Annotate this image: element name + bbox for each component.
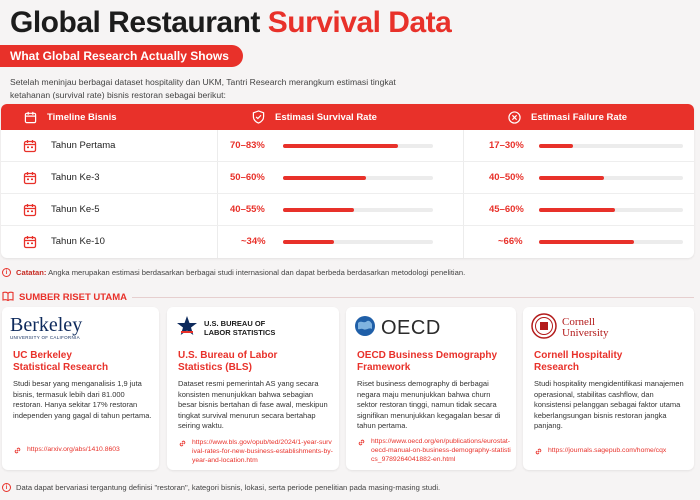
footer-note (2, 483, 440, 492)
card-title-line: OECD Business Demography (357, 350, 498, 361)
failure-bar (539, 144, 683, 148)
note-text: Angka merupakan estimasi berdasarkan berbagai studi internasional dan dapat berbeda berdasarkan metodologi penelitian. (48, 268, 466, 277)
survival-table (1, 104, 694, 258)
link-text[interactable]: https://www.bls.gov/opub/ted/2024/1-year-survival-rates-for-new-business-establishments-by-year-and-location.htm (192, 439, 333, 464)
logo-text: U.S. BUREAU OF (204, 319, 266, 328)
survival-value: 50–60% (230, 172, 265, 183)
link-text[interactable]: https://www.oecd.org/en/publications/eurostat-oecd-manual-on-business-demography-statistics_9789264041882-en.html (371, 438, 511, 463)
col-failure (507, 104, 627, 130)
table-row (1, 162, 694, 194)
globe-icon (354, 315, 376, 342)
divider (132, 297, 694, 298)
col-survival-label: Estimasi Survival Rate (275, 111, 377, 123)
title-part-2: Survival Data (267, 6, 452, 39)
card-description: Studi hospitality mengidentifikasi manajemen operasional, stabilitas cashflow, dan konsistensi pelanggan sebagai faktor utama keberlangsungan bisnis restoran jangka panjang. (534, 379, 684, 430)
survival-value: ~34% (241, 236, 266, 247)
failure-bar-fill (539, 240, 634, 244)
failure-value: 40–50% (489, 172, 524, 183)
failure-value: 17–30% (489, 140, 524, 151)
failure-value: 45–60% (489, 204, 524, 215)
logo-subtext: UNIVERSITY OF CALIFORNIA (10, 335, 80, 340)
book-icon (2, 291, 14, 304)
failure-bar-fill (539, 144, 573, 148)
calendar-icon (23, 110, 37, 124)
card-title-line: UC Berkeley (13, 350, 72, 361)
link-icon (178, 439, 187, 465)
info-icon: i (2, 268, 11, 277)
table-header (1, 104, 694, 130)
logo-wordmark (204, 319, 275, 337)
row-label: Tahun Ke-10 (51, 236, 105, 247)
card-title (178, 350, 277, 374)
row-label: Tahun Ke-5 (51, 204, 100, 215)
card-title-line: Statistical Research (13, 362, 109, 373)
failure-bar (539, 176, 683, 180)
source-card-bls (167, 307, 339, 470)
card-title-line: Statistics (BLS) (178, 362, 252, 373)
col-failure-label: Estimasi Failure Rate (531, 111, 628, 123)
star-icon (175, 314, 199, 343)
failure-bar-fill (539, 208, 615, 212)
info-icon: i (2, 483, 11, 492)
card-description: Studi besar yang menganalisis 1,9 juta bisnis, termasuk lebih dari 81.000 restoran. Hanya sekitar 17% restoran independen yang gagal di tahun pertama. (13, 379, 152, 420)
note (2, 268, 465, 277)
table-body (1, 130, 694, 258)
card-title (534, 350, 622, 374)
card-title-line: Research (534, 362, 580, 373)
link-icon (534, 447, 543, 459)
link-icon (357, 438, 366, 464)
title-part-1: Global Restaurant (10, 6, 260, 39)
subtitle-pill: What Global Research Actually Shows (0, 45, 243, 67)
card-description: Riset business demography di berbagai negara maju menunjukkan bahwa churn sektor restoran tinggi, namun tidak secara signifikan menunjukkan kegagalan besar di tahun pertama. (357, 379, 501, 430)
table-row (1, 194, 694, 226)
source-link[interactable] (534, 446, 689, 459)
logo-text: Cornell (562, 316, 595, 328)
sources-heading-label: SUMBER RISET UTAMA (19, 292, 128, 303)
card-title-line: U.S. Bureau of Labor (178, 350, 278, 361)
failure-bar (539, 240, 683, 244)
failure-bar (539, 208, 683, 212)
row-label: Tahun Pertama (51, 140, 116, 151)
sources-heading (2, 291, 127, 304)
source-link[interactable] (13, 445, 153, 458)
survival-bar-fill (283, 176, 366, 180)
source-card-cornell (523, 307, 694, 470)
intro-text: Setelah meninjau berbagai dataset hospitality dan UKM, Tantri Research merangkum estimasi tingkat ketahanan (survival rate) bisnis restoran sebagai berikut: (10, 77, 396, 100)
source-card-oecd (346, 307, 516, 470)
calendar-icon (23, 171, 37, 185)
logo-subtext: LABOR STATISTICS (204, 328, 276, 337)
card-title-line: Cornell Hospitality (534, 350, 623, 361)
source-card-berkeley (2, 307, 159, 470)
col-timeline-label: Timeline Bisnis (47, 111, 117, 123)
logo-wordmark (562, 317, 608, 339)
link-text[interactable]: https://journals.sagepub.com/home/cqx (548, 447, 667, 454)
logo-text: OECD (381, 316, 441, 339)
seal-icon (531, 313, 557, 344)
card-title (357, 350, 497, 374)
card-description: Dataset resmi pemerintah AS yang secara konsisten menunjukkan bahwa sebagian besar bisnis bertahan di fase awal, meskipun tingkat survival menurun secara bertahap seiring waktu. (178, 379, 328, 430)
logo-subtext: University (562, 327, 609, 339)
page-title (10, 6, 451, 40)
col-survival (251, 104, 377, 130)
note-label: Catatan: (16, 268, 47, 277)
calendar-icon (23, 235, 37, 249)
survival-bar (283, 176, 433, 180)
survival-bar-fill (283, 240, 334, 244)
col-timeline (23, 104, 117, 130)
survival-bar (283, 144, 433, 148)
card-title (13, 350, 108, 374)
table-row (1, 226, 694, 258)
x-circle-icon (507, 110, 521, 124)
calendar-icon (23, 139, 37, 153)
logo-text: Berkeley (10, 314, 83, 336)
bls-logo (175, 315, 275, 341)
link-icon (13, 446, 22, 458)
source-link[interactable] (178, 438, 333, 465)
shield-check-icon (251, 110, 265, 124)
survival-value: 40–55% (230, 204, 265, 215)
row-label: Tahun Ke-3 (51, 172, 100, 183)
survival-bar-fill (283, 144, 398, 148)
cornell-logo (531, 315, 608, 341)
oecd-logo (354, 315, 441, 341)
card-title-line: Framework (357, 362, 411, 373)
failure-value: ~66% (498, 236, 523, 247)
berkeley-logo (10, 315, 82, 341)
calendar-icon (23, 203, 37, 217)
survival-bar-fill (283, 208, 354, 212)
link-text[interactable]: https://arxiv.org/abs/1410.8603 (27, 446, 120, 453)
survival-bar (283, 240, 433, 244)
footer-text: Data dapat bervariasi tergantung definisi "restoran", kategori bisnis, lokasi, serta periode penelitian pada masing-masing studi. (16, 483, 441, 492)
failure-bar-fill (539, 176, 604, 180)
table-row (1, 130, 694, 162)
survival-bar (283, 208, 433, 212)
source-link[interactable] (357, 437, 512, 464)
survival-value: 70–83% (230, 140, 265, 151)
